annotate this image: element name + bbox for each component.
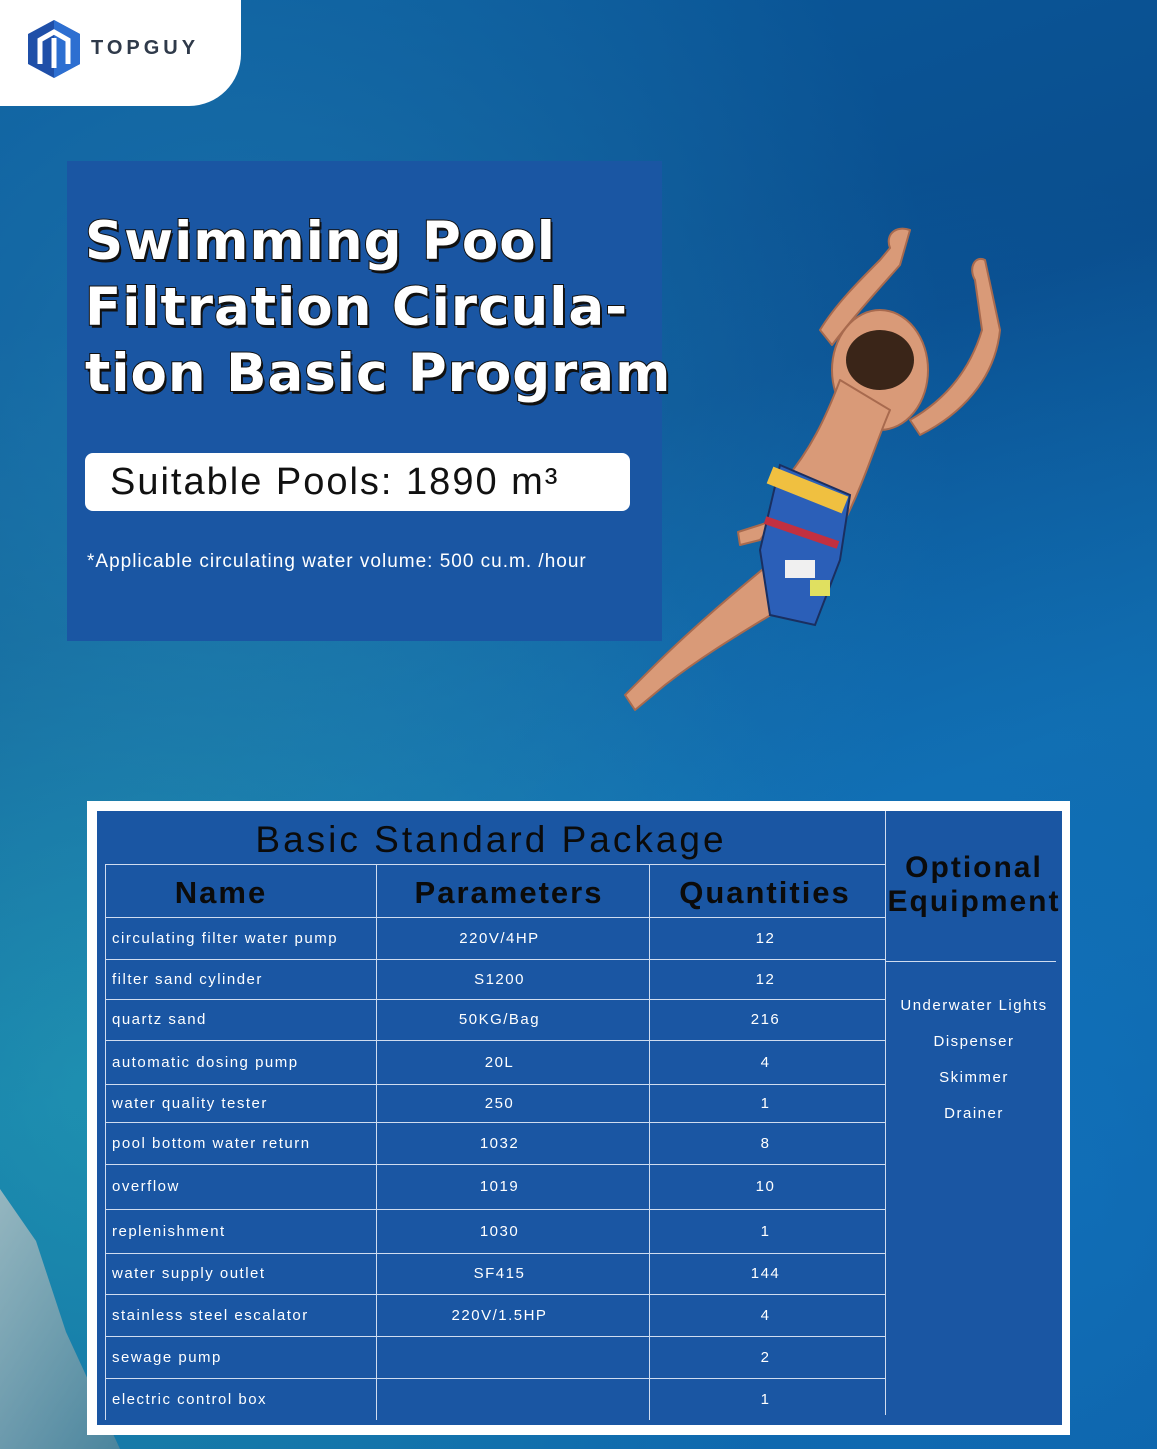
column-header-parameters: Parameters <box>414 875 604 910</box>
package-table <box>97 811 1062 1425</box>
optional-header-divider <box>886 961 1056 962</box>
cell-name: replenishment <box>112 1222 226 1240</box>
cell-name: water supply outlet <box>112 1265 266 1282</box>
cell-quantity: 4 <box>760 1053 771 1071</box>
cell-name: filter sand cylinder <box>112 970 263 988</box>
cell-quantity: 1 <box>760 1390 771 1408</box>
package-title: Basic Standard Package <box>255 819 727 860</box>
circulation-volume-note: *Applicable circulating water volume: 500 cu.m. /hour <box>87 551 587 572</box>
cell-parameter: 20L <box>484 1053 515 1071</box>
cell-parameter <box>377 1378 622 1420</box>
hero-panel <box>67 161 672 641</box>
column-header-name: Name <box>174 875 268 910</box>
table-row <box>97 1209 885 1253</box>
cell-parameter: 1032 <box>479 1134 520 1152</box>
cell-quantity: 2 <box>760 1348 771 1366</box>
cell-parameter: 220V/1.5HP <box>451 1306 548 1324</box>
hero-title <box>85 209 675 407</box>
cell-parameter: 250 <box>484 1094 515 1112</box>
table-row <box>97 959 885 999</box>
table-row <box>97 999 885 1040</box>
optional-item: Dispenser <box>933 1033 1015 1050</box>
cell-quantity: 12 <box>755 930 776 947</box>
optional-item: Skimmer <box>939 1069 1009 1086</box>
logo-card <box>0 0 241 106</box>
cell-parameter: 1019 <box>479 1178 520 1195</box>
table-row <box>97 1253 885 1294</box>
cell-quantity: 12 <box>755 970 776 988</box>
table-row <box>97 1378 885 1420</box>
cell-quantity: 216 <box>750 1011 781 1028</box>
cell-quantity: 144 <box>750 1265 781 1282</box>
cell-quantity: 1 <box>760 1222 771 1240</box>
cell-quantity: 4 <box>760 1306 771 1324</box>
cell-name: sewage pump <box>112 1348 222 1366</box>
cell-parameter: 220V/4HP <box>459 930 540 947</box>
cell-parameter: 1030 <box>479 1222 520 1240</box>
cell-parameter <box>377 1336 622 1378</box>
column-header-quantities: Quantities <box>679 875 851 910</box>
title-divider <box>105 864 885 865</box>
table-row <box>97 918 885 959</box>
cell-parameter: 50KG/Bag <box>458 1011 541 1028</box>
optional-equipment-list <box>886 995 1062 1139</box>
optional-header-line: Optional <box>905 851 1043 884</box>
jumping-swimmer-image <box>610 220 1030 720</box>
optional-item: Drainer <box>944 1105 1004 1122</box>
cell-quantity: 8 <box>760 1134 771 1152</box>
cell-parameter: SF415 <box>473 1265 526 1282</box>
optional-header-line: Equipment <box>887 885 1061 918</box>
optional-equipment-header <box>886 851 1062 919</box>
cell-name: overflow <box>112 1178 180 1195</box>
hero-title-line: Swimming Pool <box>85 211 556 272</box>
table-row <box>97 1336 885 1378</box>
cell-name: stainless steel escalator <box>112 1306 309 1324</box>
table-row <box>97 1040 885 1084</box>
brand-name: TOPGUY <box>91 37 200 59</box>
cell-name: circulating filter water pump <box>112 930 339 947</box>
cell-parameter: S1200 <box>474 970 525 988</box>
cell-name: electric control box <box>112 1390 268 1408</box>
suitable-pools-badge: Suitable Pools: 1890 m³ <box>85 453 630 511</box>
package-table-frame <box>87 801 1070 1435</box>
cell-quantity: 1 <box>760 1094 771 1112</box>
table-row <box>97 1122 885 1164</box>
hero-title-line: tion Basic Program <box>85 343 672 404</box>
cell-name: quartz sand <box>112 1011 207 1028</box>
cell-name: water quality tester <box>112 1094 268 1112</box>
table-row <box>97 1084 885 1122</box>
table-row <box>97 1164 885 1209</box>
table-row <box>97 1294 885 1336</box>
cell-name: automatic dosing pump <box>112 1053 299 1071</box>
optional-item: Underwater Lights <box>900 997 1048 1014</box>
topguy-logo-icon <box>26 18 82 80</box>
cell-name: pool bottom water return <box>112 1134 311 1152</box>
hero-title-line: Filtration Circula- <box>85 277 629 338</box>
cell-quantity: 10 <box>755 1178 776 1195</box>
